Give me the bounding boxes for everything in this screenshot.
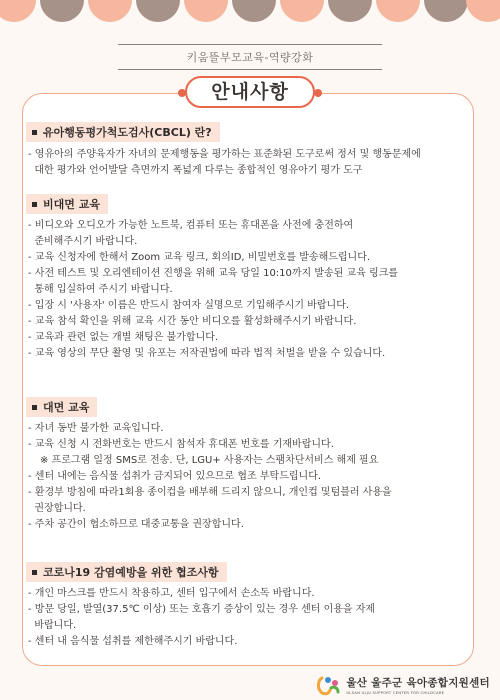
scallop-decoration — [424, 0, 468, 22]
footer-org — [316, 674, 490, 696]
list-item: 권장합니다. — [28, 503, 86, 514]
section-heading — [26, 122, 220, 142]
section-heading-text: 비대면 교육 — [43, 198, 100, 211]
org-name: 울산 울주군 육아종합지원센터 — [346, 677, 490, 689]
header-subtitle: 키움뜰부모교육-역량강화 — [186, 51, 314, 64]
list-item: - 비디오와 오디오가 가능한 노트북, 컴퓨터 또는 휴대폰을 사전에 충전하여 — [28, 220, 354, 231]
scalloped-border — [0, 0, 500, 28]
bullet-square-icon — [32, 405, 37, 410]
list-item: - 입장 시 '사용자' 이름은 반드시 참여자 실명으로 기입해주시기 바랍니다. — [28, 300, 350, 311]
section-heading-text: 유아행동평가척도검사(CBCL) 란? — [43, 126, 212, 139]
list-item: - 교육 신청 시 전화번호는 반드시 참석자 휴대폰 번호를 기재바랍니다. — [28, 439, 334, 450]
divider — [118, 69, 382, 70]
bullet-square-icon — [32, 130, 37, 135]
list-item: - 개인 마스크를 반드시 착용하고, 센터 입구에서 손소독 바랍니다. — [28, 588, 315, 599]
section-covid — [24, 561, 476, 650]
scallop-decoration — [280, 0, 324, 22]
section-cbcl — [24, 121, 476, 179]
section-offline — [24, 396, 476, 533]
list-item: - 영유아의 주양육자가 자녀의 문제행동을 평가하는 표준화된 도구로써 정서 및 행동문제에 — [28, 149, 421, 160]
list-item: - 교육과 관련 없는 개별 채팅은 불가합니다. — [28, 332, 219, 343]
list-item: - 방문 당일, 발열(37.5℃ 이상) 또는 호흡기 증상이 있는 경우 센터 이용을 자제 — [28, 604, 376, 615]
scallop-decoration — [376, 0, 420, 22]
list-item: - 센터 내에는 음식물 섭취가 금지되어 있으므로 협조 부탁드립니다. — [28, 471, 322, 482]
section-heading — [26, 562, 227, 582]
scallop-decoration — [184, 0, 228, 22]
list-item: 통해 입실하여 주시기 바랍니다. — [28, 284, 173, 295]
list-item: - 교육 참석 확인을 위해 교육 시간 동안 비디오를 활성화해주시기 바랍니다. — [28, 316, 357, 327]
org-name-english: ULSAN ULJU SUPPORT CENTER FOR CHILDCARE — [346, 690, 445, 695]
list-item: - 사전 테스트 및 오리엔테이션 진행을 위해 교육 당일 10:10까지 발송된 교육 링크를 — [28, 268, 399, 279]
scallop-decoration — [88, 0, 132, 22]
list-item: - 교육 신청자에 한해서 Zoom 교육 링크, 회의ID, 비밀번호를 발송해드립니다. — [28, 252, 371, 263]
list-item: - 주차 공간이 협소하므로 대중교통을 권장합니다. — [28, 519, 244, 530]
section-online — [24, 193, 476, 362]
list-item: 준비해주시기 바랍니다. — [28, 236, 138, 247]
list-item: - 교육 영상의 무단 촬영 및 유포는 저작권법에 따라 법적 처벌을 받을 수 있습니다. — [28, 348, 386, 359]
scallop-decoration — [466, 0, 500, 22]
scallop-decoration — [136, 0, 180, 22]
section-heading — [26, 397, 97, 417]
scallop-decoration — [0, 0, 36, 22]
bullet-square-icon — [32, 202, 37, 207]
header-subtitle-block — [118, 44, 382, 70]
list-item: - 센터 내 음식물 섭취를 제한해주시기 바랍니다. — [28, 636, 238, 647]
section-heading — [26, 194, 108, 214]
organization-logo-icon — [316, 674, 342, 696]
list-item: 대한 평가와 언어발달 측면까지 폭넓게 다루는 종합적인 영유아기 평가 도구 — [28, 165, 363, 176]
list-item: - 자녀 동반 불가한 교육입니다. — [28, 423, 164, 434]
list-item: - 환경부 방침에 따라1회용 종이컵을 배부해 드리지 않으니, 개인컵 및텀블러 사용을 — [28, 487, 392, 498]
bullet-square-icon — [32, 570, 37, 575]
scallop-decoration — [328, 0, 372, 22]
page-title: 안내사항 — [185, 76, 315, 108]
scallop-decoration — [232, 0, 276, 22]
section-heading-text: 대면 교육 — [43, 401, 90, 414]
title-dot-right — [314, 89, 322, 97]
list-item: 바랍니다. — [28, 620, 77, 631]
scallop-decoration — [40, 0, 84, 22]
section-heading-text: 코로나19 감염예방을 위한 협조사항 — [43, 566, 219, 579]
list-item-note: ※ 프로그램 일정 SMS로 전송. 단, LGU+ 사용자는 스팸차단서비스 해제 필요 — [40, 455, 379, 466]
